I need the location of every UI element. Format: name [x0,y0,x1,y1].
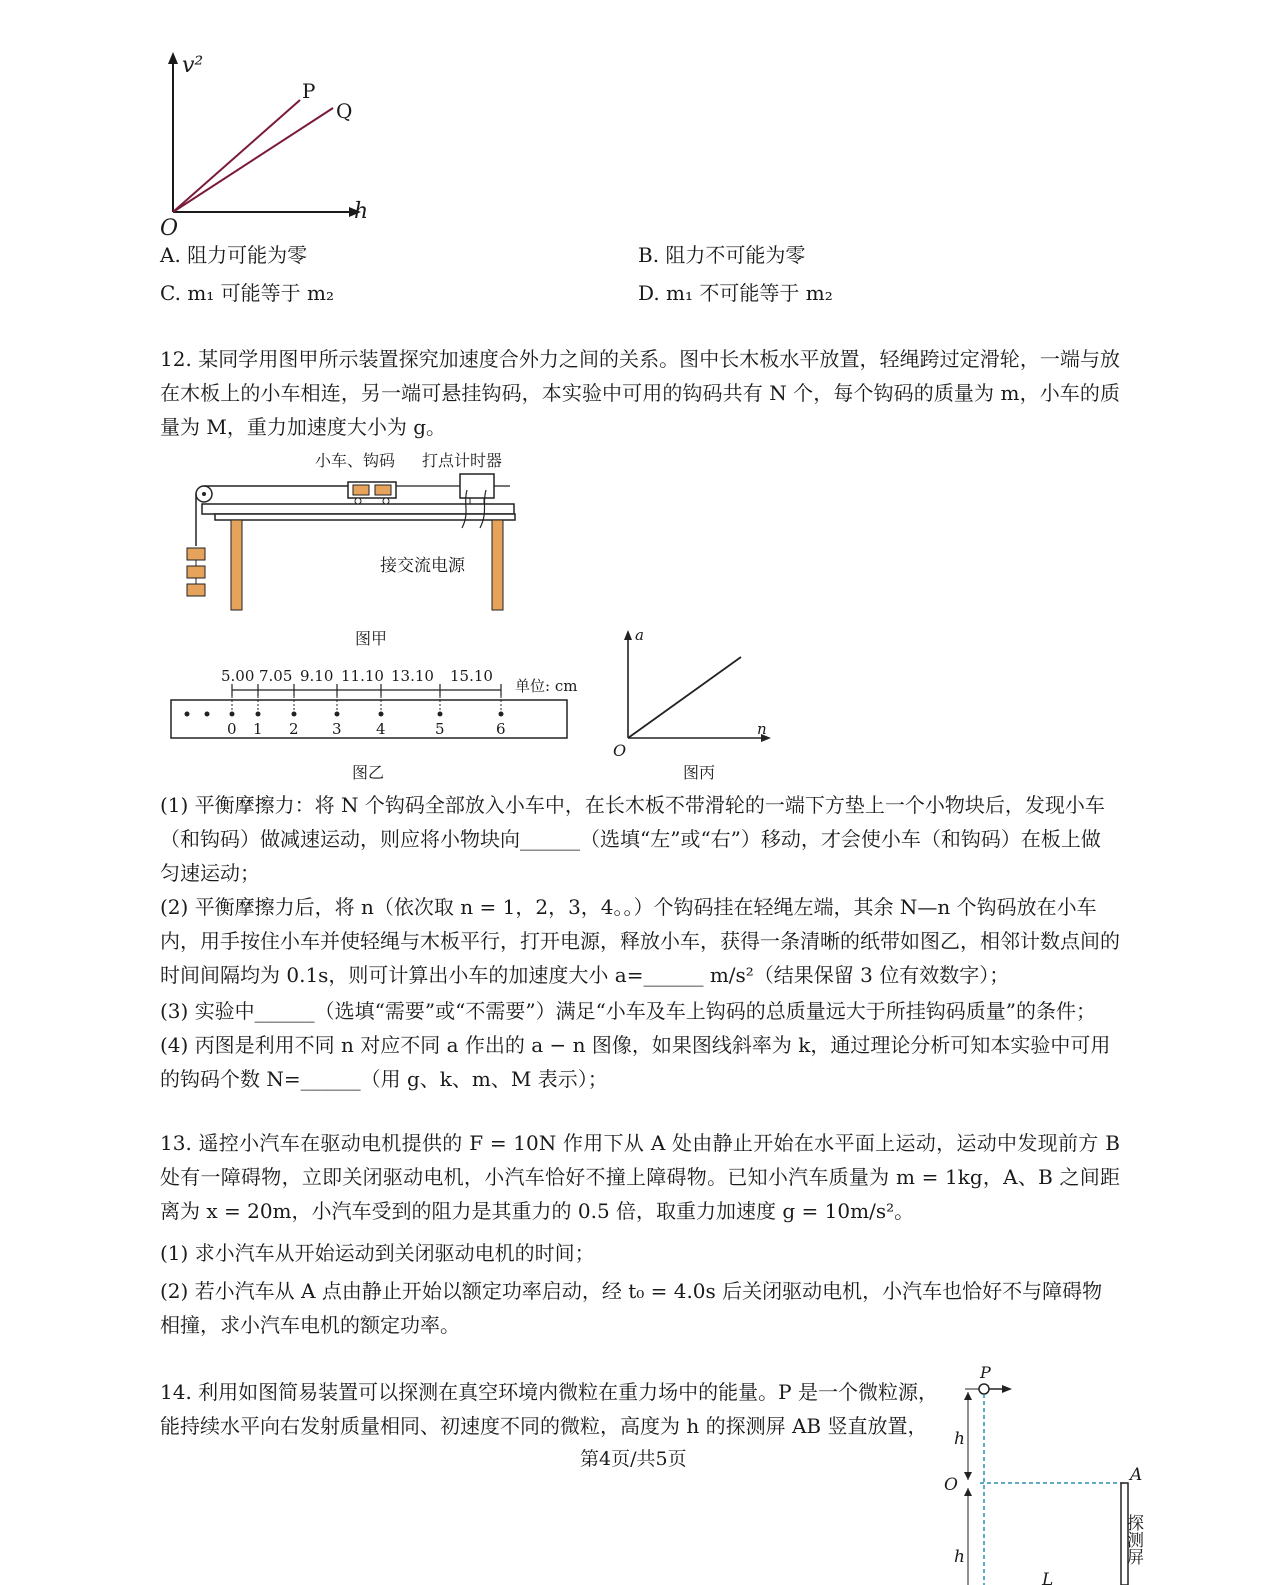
point-6: 6 [496,720,506,738]
q-label: Q [336,99,353,123]
dist-2: 7.05 [259,667,293,685]
label-h2: h [954,1547,965,1567]
dist-3: 9.10 [300,667,334,685]
origin-label: O [160,216,179,240]
caption-jia: 图甲 [355,629,388,648]
option-d[interactable]: D. m₁ 不可能等于 m₂ [638,281,833,305]
point-5: 5 [435,720,445,738]
q12-part-1: (1) 平衡摩擦力：将 N 个钩码全部放入小车中，在长木板不带滑轮的一端下方垫上一个小物块后，发现小车（和钩码）做减速运动，则应将小物块向______（选填“左”或“右”）移动，才会使小车（和钩码）在板上做匀速运动； [160,793,1105,885]
label-l: L [1042,1570,1054,1585]
fig-bing [605,622,785,762]
q14-fig [940,1362,1160,1585]
fig-jia [180,446,540,656]
point-3: 3 [332,720,342,738]
dist-5: 13.10 [391,667,434,685]
option-b[interactable]: B. 阻力不可能为零 [638,243,806,267]
h-axis-label: h [354,199,369,224]
q12-stem: 12. 某同学用图甲所示装置探究加速度合外力之间的关系。图中长木板水平放置，轻绳跨过定滑轮，一端与放在木板上的小车相连，另一端可悬挂钩码，本实验中可用的钩码共有 N 个，每个钩码的质量为 m，小车的质量为 M，重力加速度大小为 g。 [160,347,1120,439]
unit-label: 单位: cm [515,677,578,695]
label-a: A [1130,1465,1143,1485]
dist-4: 11.10 [341,667,384,685]
dist-1: 5.00 [221,667,255,685]
a-n-line [628,657,741,738]
label-o: O [944,1475,958,1495]
label-timer: 打点计时器 [422,451,503,470]
q13-part-1: (1) 求小汽车从开始运动到关闭驱动电机的时间； [160,1241,595,1265]
caption-yi: 图乙 [352,763,385,782]
n-axis-label: n [757,720,767,738]
label-p: P [980,1363,991,1382]
q11-graph [150,40,390,240]
label-cart: 小车、钩码 [315,451,396,470]
q12-part-4: (4) 丙图是利用不同 n 对应不同 a 作出的 a − n 图像，如果图线斜率为 k，通过理论分析可知本实验中可用的钩码个数 N=______（用 g、k、m、M 表示）； [160,1033,1111,1091]
q13-part-2: (2) 若小汽车从 A 点由静止开始以额定功率启动，经 t₀ = 4.0s 后关闭驱动电机，小汽车也恰好不与障碍物相撞，求小汽车电机的额定功率。 [160,1279,1103,1337]
caption-bing: 图丙 [683,763,716,782]
point-0: 0 [227,720,237,738]
line-q [173,108,333,212]
label-h1: h [954,1429,965,1449]
point-2: 2 [289,720,299,738]
label-power: 接交流电源 [380,556,465,576]
q12-part-2: (2) 平衡摩擦力后，将 n（依次取 n = 1，2，3，4。。）个钩码挂在轻绳左端，其余 N—n 个钩码放在小车内，用手按住小车并使轻绳与木板平行，打开电源，释放小车，获得一条清晰的纸带如图乙，相邻计数点间的时间间隔均为 0.1s，则可计算出小车的加速度大小 a=______ m/s²（结果保留 3 位有效数字）； [160,895,1120,987]
option-c[interactable]: C. m₁ 可能等于 m₂ [160,281,334,305]
page-footer: 第4页/共5页 [580,1448,687,1470]
dist-6: 15.10 [450,667,493,685]
q14-stem: 14. 利用如图简易装置可以探测在真空环境内微粒在重力场中的能量。P 是一个微粒源，能持续水平向右发射质量相同、初速度不同的微粒，高度为 h 的探测屏 AB 竖直放置， [160,1380,938,1438]
v2-axis-label: v² [182,53,204,78]
option-a[interactable]: A. 阻力可能为零 [160,243,308,267]
p-label: P [302,79,316,103]
label-screen: 探测屏 [1123,1514,1143,1565]
q13-stem: 13. 遥控小汽车在驱动电机提供的 F = 10N 作用下从 A 处由静止开始在水平面上运动，运动中发现前方 B 处有一障碍物，立即关闭驱动电机，小汽车恰好不撞上障碍物。已知小汽车质量为 m = 1kg，A、B 之间距离为 x = 20m，小汽车受到的阻力是其重力的 0.5 倍，取重力加速度 g = 10m/s²。 [160,1131,1120,1223]
q12-part-3: (3) 实验中______（选填“需要”或“不需要”）满足“小车及车上钩码的总质量远大于所挂钩码质量”的条件； [160,999,1097,1023]
point-4: 4 [376,720,386,738]
bing-origin: O [613,741,627,760]
fig-yi [165,660,605,752]
line-p [173,100,300,212]
point-1: 1 [253,720,263,738]
a-axis-label: a [635,626,644,644]
